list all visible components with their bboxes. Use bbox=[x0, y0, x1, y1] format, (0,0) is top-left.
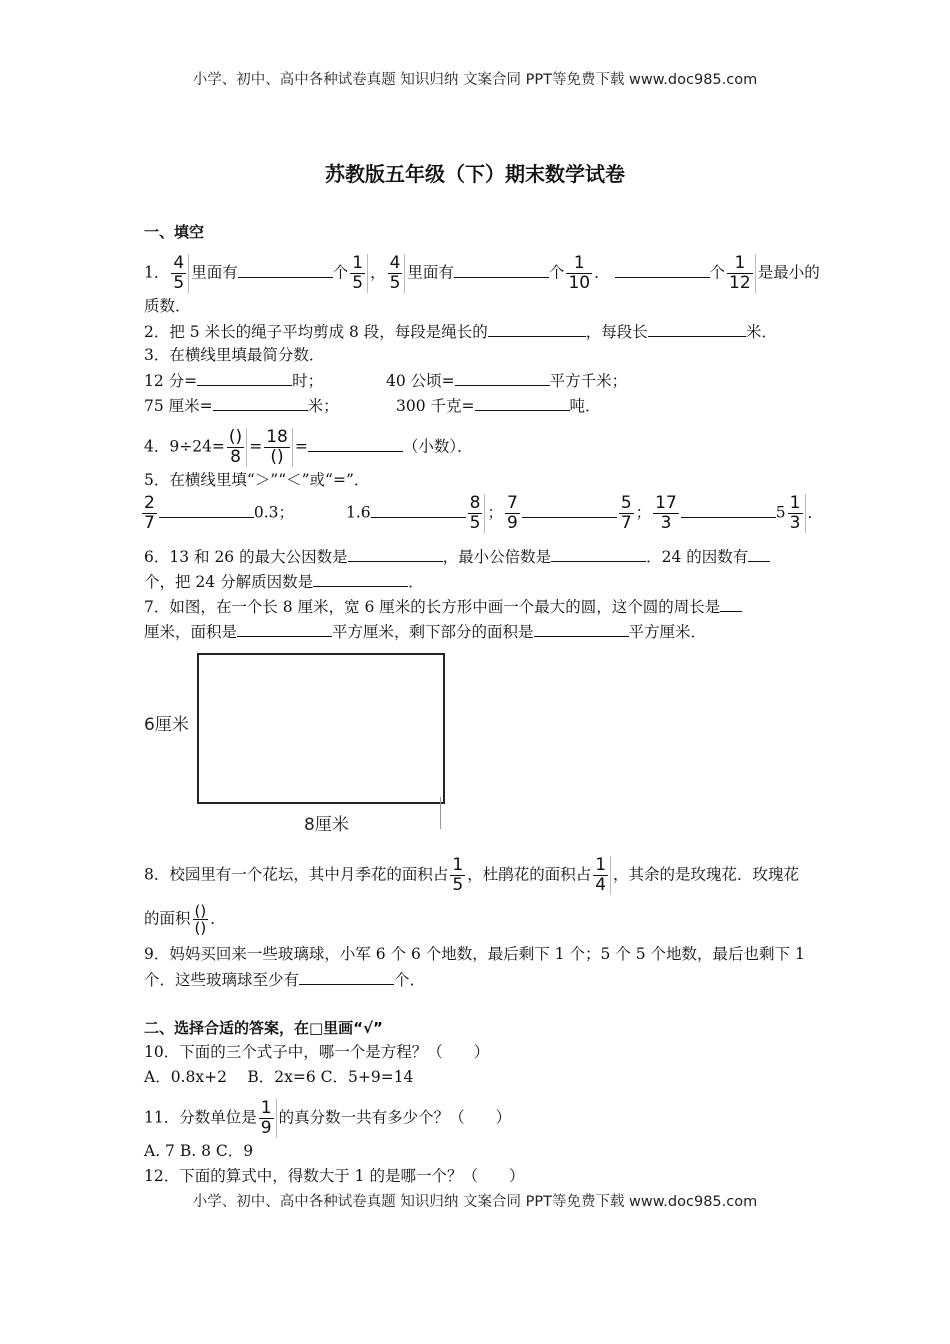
answer-blank[interactable] bbox=[348, 545, 443, 562]
q5-end: ． bbox=[807, 503, 824, 522]
q3-text: 平方千米； bbox=[549, 372, 628, 390]
question-8-cont bbox=[144, 903, 226, 936]
question-9: 9．妈妈买回来一些玻璃球，小军 6 个 6 个地数，最后剩下 1 个；5 个 5 个地数，最后也剩下 1 bbox=[144, 945, 805, 963]
question-6-cont bbox=[144, 570, 424, 593]
numerator: 1 bbox=[260, 1098, 272, 1118]
fraction-1-4 bbox=[593, 856, 611, 895]
q1-text: 里面有 bbox=[407, 263, 454, 282]
q8-text: ． bbox=[210, 909, 226, 928]
numerator: 1 bbox=[352, 253, 364, 273]
numerator: 1 bbox=[573, 253, 585, 273]
denominator: 9 bbox=[260, 1118, 272, 1138]
numerator: 5 bbox=[620, 493, 632, 513]
numerator: () bbox=[194, 902, 207, 920]
denominator: 9 bbox=[506, 513, 518, 533]
question-10: 10．下面的三个式子中，哪一个是方程？（ ） bbox=[144, 1043, 490, 1061]
question-7-cont bbox=[144, 620, 706, 643]
question-5-row bbox=[140, 494, 823, 533]
fraction-1-10 bbox=[566, 254, 592, 293]
numerator: 8 bbox=[469, 493, 481, 513]
numerator: 2 bbox=[144, 493, 155, 513]
q3-text: 时； bbox=[292, 372, 324, 390]
denominator: 8 bbox=[230, 447, 241, 467]
fraction-blank-8 bbox=[227, 428, 247, 467]
q1-text: ． bbox=[594, 263, 610, 282]
q7-text: 平方厘米，剩下部分的面积是 bbox=[332, 623, 534, 641]
denominator: 5 bbox=[389, 273, 401, 293]
q1-text: 是最小的 bbox=[757, 263, 820, 282]
numerator: 18 bbox=[266, 427, 288, 447]
page-header: 小学、初中、高中各种试卷真题 知识归纳 文案合同 PPT等免费下载 www.doc985.com bbox=[192, 72, 758, 88]
numerator: 17 bbox=[655, 493, 677, 513]
fraction-18-blank bbox=[264, 428, 293, 467]
page-footer: 小学、初中、高中各种试卷真题 知识归纳 文案合同 PPT等免费下载 www.doc985.com bbox=[192, 1194, 758, 1210]
fraction-blank-blank bbox=[193, 903, 209, 936]
answer-blank[interactable] bbox=[237, 620, 332, 637]
question-3-row1b bbox=[386, 369, 627, 392]
q2-text: 2．把 5 米长的绳子平均剪成 8 段，每段是绳长的 bbox=[144, 323, 488, 341]
numerator: 1 bbox=[734, 253, 746, 273]
numerator: 1 bbox=[595, 855, 607, 875]
q8-text: ，其余的是玫瑰花．玫瑰花 bbox=[613, 865, 800, 884]
question-3-row2a bbox=[144, 394, 339, 417]
answer-blank[interactable] bbox=[454, 261, 549, 278]
q1-text: 个 bbox=[548, 263, 565, 282]
q5-text: 5 bbox=[775, 503, 786, 522]
figure-edge-line bbox=[440, 797, 441, 829]
q6-text: 个，把 24 分解质因数是 bbox=[144, 573, 314, 591]
q3-text: 40 公顷= bbox=[386, 372, 455, 390]
numerator: 4 bbox=[173, 253, 185, 273]
q2-text: ，每段长 bbox=[585, 323, 648, 341]
answer-blank[interactable] bbox=[720, 595, 742, 612]
q5-semi: ； bbox=[635, 503, 652, 522]
question-12: 12．下面的算式中，得数大于 1 的是哪一个？（ ） bbox=[144, 1167, 525, 1185]
q4-eq: = bbox=[249, 437, 263, 456]
rectangle-figure bbox=[144, 647, 444, 835]
denominator: 5 bbox=[469, 513, 481, 533]
page-title: 苏教版五年级（下）期末数学试卷 bbox=[325, 162, 625, 186]
fraction-17-3 bbox=[653, 494, 679, 533]
answer-blank[interactable] bbox=[238, 261, 333, 278]
q3-text: 75 厘米= bbox=[144, 397, 213, 415]
q1-num: 1． bbox=[144, 263, 170, 282]
question-11-options: A. 7 B. 8 C．9 bbox=[144, 1142, 254, 1160]
denominator: 3 bbox=[789, 513, 801, 533]
question-3: 3．在横线里填最简分数． bbox=[144, 346, 325, 364]
question-9-cont bbox=[144, 968, 425, 991]
fraction-8-5 bbox=[468, 494, 486, 533]
fraction-2-7 bbox=[142, 494, 157, 533]
fraction-1-5 bbox=[350, 254, 368, 293]
q6-text: 6．13 和 26 的最大公因数是 bbox=[144, 548, 348, 566]
question-8 bbox=[144, 856, 799, 895]
q6-text: ．24 的因数有 bbox=[646, 548, 749, 566]
q8-text: 8．校园里有一个花坛，其中月季花的面积占 bbox=[144, 865, 449, 884]
q1-text: ， bbox=[370, 263, 386, 282]
fraction-1-5 bbox=[450, 856, 465, 895]
answer-blank[interactable] bbox=[299, 968, 394, 985]
answer-blank[interactable] bbox=[551, 545, 646, 562]
denominator: 10 bbox=[568, 273, 591, 293]
answer-blank[interactable] bbox=[475, 394, 570, 411]
q8-text: ，杜鹃花的面积占 bbox=[467, 865, 592, 884]
answer-blank[interactable] bbox=[455, 369, 550, 386]
q9-text: 个．这些玻璃球至少有 bbox=[144, 971, 300, 989]
answer-blank[interactable] bbox=[313, 570, 408, 587]
denominator: 7 bbox=[144, 513, 155, 533]
q6-text: ． bbox=[408, 573, 424, 591]
answer-blank[interactable] bbox=[522, 501, 617, 518]
q11-text: 11．分数单位是 bbox=[144, 1108, 257, 1127]
q1-text: 里面有 bbox=[191, 263, 238, 282]
q3-text: 米； bbox=[307, 397, 339, 415]
fraction-4-5 bbox=[171, 254, 189, 293]
denominator: 3 bbox=[660, 513, 672, 533]
q1-text: 个 bbox=[709, 263, 726, 282]
rectangle-shape bbox=[197, 653, 445, 804]
denominator: () bbox=[194, 919, 207, 937]
numerator: 1 bbox=[452, 855, 464, 875]
answer-blank[interactable] bbox=[534, 620, 629, 637]
denominator: 5 bbox=[352, 273, 364, 293]
answer-blank[interactable] bbox=[213, 394, 308, 411]
fraction-4-5 bbox=[388, 254, 406, 293]
q4-eq: = bbox=[294, 437, 308, 456]
fraction-1-12 bbox=[727, 254, 756, 293]
denominator: () bbox=[270, 447, 284, 467]
q7-text: 7．如图，在一个长 8 厘米，宽 6 厘米的长方形中画一个最大的圆，这个圆的周长是 bbox=[144, 598, 721, 616]
q3-text: 300 千克= bbox=[396, 397, 475, 415]
question-10-options: A．0.8x+2 B．2x=6 C．5+9=14 bbox=[144, 1068, 414, 1086]
question-7 bbox=[144, 595, 742, 618]
denominator: 5 bbox=[452, 875, 464, 895]
denominator: 5 bbox=[173, 273, 185, 293]
question-1 bbox=[144, 254, 820, 293]
question-1-cont: 质数． bbox=[144, 297, 191, 315]
answer-blank[interactable] bbox=[197, 369, 292, 386]
denominator: 4 bbox=[595, 875, 607, 895]
answer-blank[interactable] bbox=[681, 501, 776, 518]
q7-text: 厘米，面积是 bbox=[144, 623, 238, 641]
answer-blank[interactable] bbox=[648, 320, 746, 337]
section-fill-blank: 一、填空 bbox=[144, 223, 205, 241]
fraction-1-3 bbox=[788, 494, 806, 533]
q5-text: 1.6 bbox=[345, 503, 371, 522]
q4-text: （小数）． bbox=[402, 437, 473, 456]
fraction-5-7 bbox=[619, 494, 634, 533]
q3-text: 吨． bbox=[569, 397, 601, 415]
answer-blank[interactable] bbox=[488, 320, 586, 337]
answer-blank[interactable] bbox=[615, 261, 710, 278]
length-label: 8厘米 bbox=[304, 815, 349, 835]
numerator: 4 bbox=[389, 253, 401, 273]
width-label: 6厘米 bbox=[144, 715, 189, 735]
answer-blank[interactable] bbox=[308, 435, 403, 452]
q9-text: 个． bbox=[394, 971, 426, 989]
q2-text: 米． bbox=[745, 323, 777, 341]
q5-text: 0.3； bbox=[253, 503, 294, 522]
answer-blank[interactable] bbox=[159, 501, 254, 518]
numerator: () bbox=[228, 427, 243, 447]
fraction-7-9 bbox=[505, 494, 520, 533]
question-6 bbox=[144, 545, 770, 568]
q8-text: 的面积 bbox=[144, 909, 191, 928]
q11-text: 的真分数一共有多少个？（ ） bbox=[278, 1108, 512, 1127]
question-2 bbox=[144, 320, 777, 343]
q4-text: 4．9÷24= bbox=[144, 437, 225, 456]
answer-blank[interactable] bbox=[371, 501, 466, 518]
q6-text: ，最小公倍数是 bbox=[442, 548, 552, 566]
q1-text: 个 bbox=[332, 263, 349, 282]
question-3-row2b bbox=[396, 394, 601, 417]
q3-text: 12 分= bbox=[144, 372, 198, 390]
q7-text: 平方厘米． bbox=[628, 623, 707, 641]
numerator: 1 bbox=[789, 493, 801, 513]
question-11 bbox=[144, 1099, 511, 1138]
question-3-row1a bbox=[144, 369, 323, 392]
numerator: 7 bbox=[506, 493, 518, 513]
q5-semi: ； bbox=[487, 503, 503, 522]
denominator: 7 bbox=[620, 513, 632, 533]
denominator: 12 bbox=[729, 273, 751, 293]
section-choice: 二、选择合适的答案，在□里画“√” bbox=[144, 1019, 383, 1037]
fraction-1-9 bbox=[259, 1099, 277, 1138]
question-5: 5．在横线里填“＞”“＜”或“=”． bbox=[144, 471, 370, 489]
answer-blank[interactable] bbox=[748, 545, 770, 562]
question-4 bbox=[144, 428, 473, 467]
